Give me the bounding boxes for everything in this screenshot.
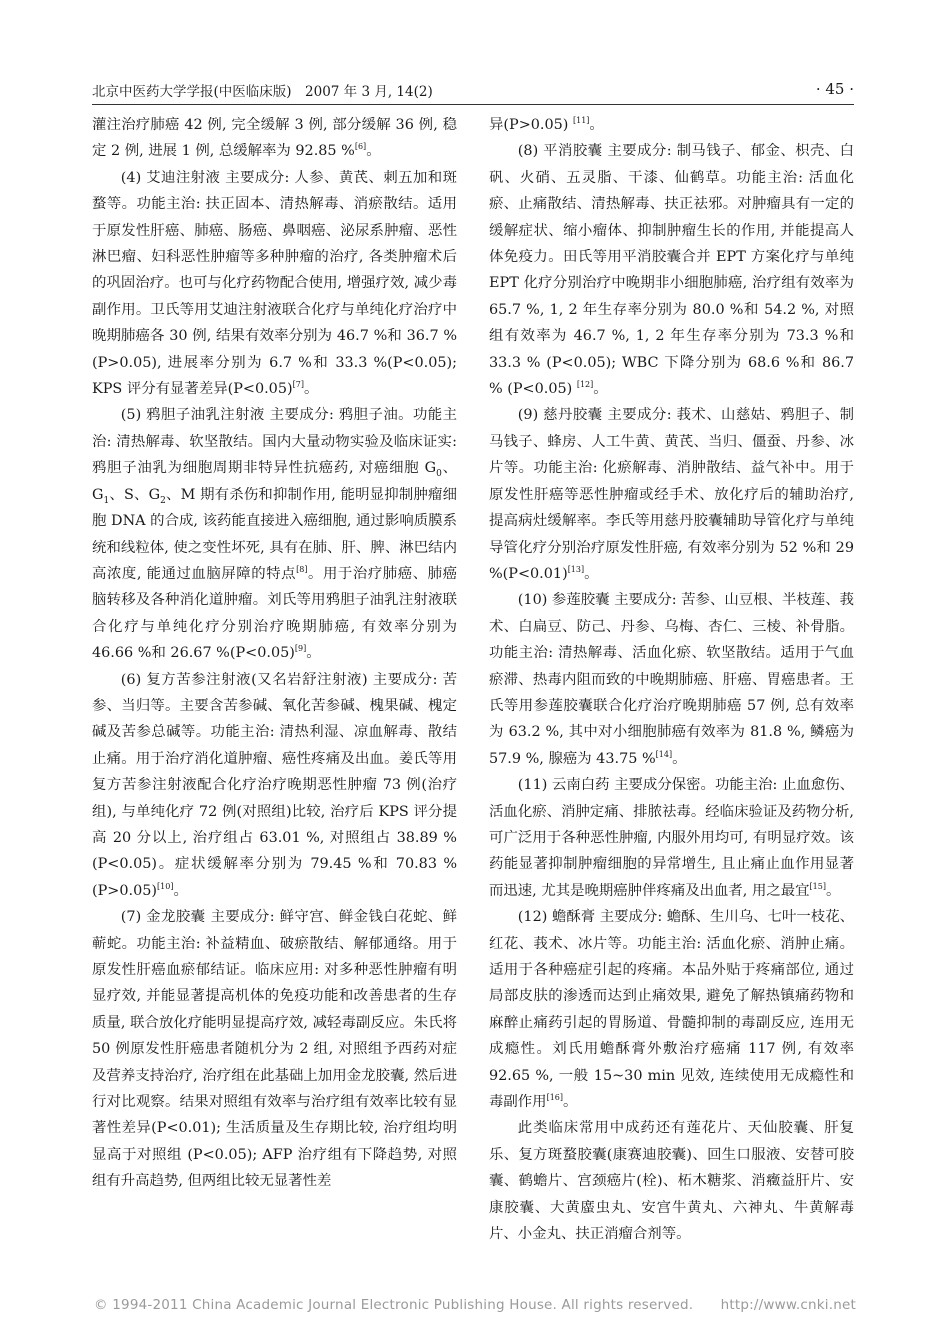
copyright-footer: © 1994-2011 China Academic Journal Electronic Publishing House. All rights reserved. http://www.cnki.net bbox=[94, 1297, 856, 1313]
paragraph-chansu-plaster: (12) 蟾酥膏 主要成分: 蟾酥、生川乌、七叶一枝花、红花、莪术、冰片等。功能主治: 活血化瘀、消肿止痛。适用于各种癌症引起的疼痛。本品外贴于疼痛部位, 通过局部皮肤的渗透而达到止痛效果, 避免了解热镇痛药物和麻醉止痛药引起的胃肠道、骨髓抑制的毒副反应, 连用无成瘾性。刘氏用蟾酥膏外敷治疗癌痛 117 例, 有效率 92.65 %, 一般 15~30 min 见效, 连续使用无成瘾性和毒副作用[16]。 bbox=[489, 909, 854, 1111]
paragraph-jinlong-capsule: (7) 金龙胶囊 主要成分: 鲜守宫、鲜金钱白花蛇、鲜蕲蛇。功能主治: 补益精血、破瘀散结、解郁通络。用于原发性肝癌血瘀郁结证。临床应用: 对多种恶性肿瘤有明显疗效, 并能显著提高机体的免疫功能和改善患者的生存质量, 联合放化疗能明显提高疗效, 减轻毒副反应。朱氏将 50 例原发性肝癌患者随机分为 2 组, 对照组予西药对症及营养支持治疗, 治疗组在此基础上加用金龙胶囊, 然后进行对比观察。结果对照组有效率与治疗组有效率比较有显著性差异(P<0.01); 生活质量及生存期比较, 治疗组均明显高于对照组 (P<0.05); AFP 治疗组有下降趋势, 对照组有升高趋势, 但两组比较无显著性差 bbox=[92, 909, 457, 1190]
paragraph-aidi-injection: (4) 艾迪注射液 主要成分: 人参、黄芪、刺五加和斑蝥等。功能主治: 扶正固本、清热解毒、消瘀散结。适用于原发性肝癌、肺癌、肠癌、鼻咽癌、泌尿系肿瘤、恶性淋巴瘤、妇科恶性肿瘤等多种肿瘤的治疗, 各类肿瘤术后的巩固治疗。也可与化疗药物配合使用, 增强疗效, 减少毒副作用。卫氏等用艾迪注射液联合化疗与单纯化疗治疗中晚期肺癌各 30 例, 结果有效率分别为 46.7 %和 36.7 %(P>0.05), 进展率分别为 6.7 %和 33.3 %(P<0.05); KPS 评分有显著差异(P<0.05)[7]。 bbox=[92, 169, 457, 398]
paragraph-pingxiao-capsule: (8) 平消胶囊 主要成分: 制马钱子、郁金、枳壳、白矾、火硝、五灵脂、干漆、仙鹤草。功能主治: 活血化瘀、止痛散结、清热解毒、扶正祛邪。对肿瘤具有一定的缓解症状、缩小瘤体、抑制肿瘤生长的作用, 并能提高人体免疫力。田氏等用平消胶囊合并 EPT 方案化疗与单纯 EPT 化疗分别治疗中晚期非小细胞肺癌, 治疗组有效率为 65.7 %, 1, 2 年生存率分别为 80.0 %和 54.2 %, 对照组有效率为 46.7 %, 1, 2 年生存率分别为 73.3 %和 33.3 % (P<0.05); WBC 下降分别为 68.6 %和 86.7 % (P<0.05) [12]。 bbox=[489, 143, 854, 398]
paragraph-other-medicines: 此类临床常用中成药还有莲花片、天仙胶囊、肝复乐、复方斑蝥胶囊(康赛迪胶囊)、回生口服液、安替可胶囊、鹤蟾片、宫颈癌片(栓)、柘木糖浆、消癥益肝片、安康胶囊、大黄䗪虫丸、安宫牛黄丸、六神丸、牛黄解毒片、小金丸、扶正消瘤合剂等。 bbox=[489, 1120, 854, 1243]
running-header bbox=[92, 80, 854, 105]
citation: [8] bbox=[296, 565, 308, 575]
citation: [15] bbox=[809, 881, 826, 891]
left-column bbox=[92, 112, 457, 1195]
page-number: · 45 · bbox=[815, 80, 854, 98]
paragraph-cidan-capsule: (9) 慈丹胶囊 主要成分: 莪术、山慈姑、鸦胆子、制马钱子、蜂房、人工牛黄、黄芪、当归、僵蚕、丹参、冰片等。功能主治: 化瘀解毒、消肿散结、益气补中。用于原发性肝癌等恶性肿瘤或经手术、放化疗后的辅助治疗, 提高病灶缓解率。李氏等用慈丹胶囊辅助导管化疗与单纯导管化疗分别治疗原发性肝癌, 有效率分别为 52 %和 29 %(P<0.01)[13]。 bbox=[489, 407, 854, 582]
citation: [11] bbox=[572, 116, 590, 126]
paragraph: 灌注治疗肺癌 42 例, 完全缓解 3 例, 部分缓解 36 例, 稳定 2 例, 进展 1 例, 总缓解率为 92.85 %[6]。 bbox=[92, 117, 457, 160]
citation: [10] bbox=[157, 881, 174, 891]
citation: [9] bbox=[294, 644, 307, 654]
paragraph-yunnan-baiyao: (11) 云南白药 主要成分保密。功能主治: 止血愈伤、活血化瘀、消肿定痛、排脓祛毒。经临床验证及药物分析, 可广泛用于各种恶性肿瘤, 内服外用均可, 有明显疗效。该药能显著抑制肿瘤细胞的异常增生, 且止痛止血作用显著而迅速, 尤其是晚期癌肿伴疼痛及出血者, 用之最宜[15]。 bbox=[489, 777, 854, 899]
paragraph-kushen-injection: (6) 复方苦参注射液(又名岩舒注射液) 主要成分: 苦参、当归等。主要含苦参碱、氧化苦参碱、槐果碱、槐定碱及苦参总碱等。功能主治: 清热利湿、凉血解毒、散结止痛。用于治疗消化道肿瘤、癌性疼痛及出血。姜氏等用复方苦参注射液配合化疗治疗晚期恶性肿瘤 73 例(治疗组), 与单纯化疗 72 例(对照组)比较, 治疗后 KPS 评分提高 20 分以上, 治疗组占 63.01 %, 对照组占 38.89 %(P<0.05)。症状缓解率分别为 79.45 %和 70.83 %(P>0.05)[10]。 bbox=[92, 671, 457, 899]
citation: [16] bbox=[546, 1093, 563, 1103]
paragraph-shenlian-capsule: (10) 参莲胶囊 主要成分: 苦参、山豆根、半枝莲、莪术、白扁豆、防己、丹参、乌梅、杏仁、三棱、补骨脂。功能主治: 清热解毒、活血化瘀、软坚散结。适用于气血瘀滞、热毒内阻而致的中晚期肺癌、肝癌、胃癌患者。王氏等用参莲胶囊联合化疗治疗晚期肺癌 57 例, 总有效率为 63.2 %, 其中对小细胞肺癌有效率为 81.8 %, 鳞癌为 57.9 %, 腺癌为 43.75 %[14]。 bbox=[489, 592, 854, 767]
citation: [12] bbox=[576, 380, 594, 390]
paragraph: 异(P>0.05) [11]。 bbox=[489, 116, 604, 133]
paragraph-yadanzi-emulsion: (5) 鸦胆子油乳注射液 主要成分: 鸦胆子油。功能主治: 清热解毒、软坚散结。国内大量动物实验及临床证实: 鸦胆子油乳为细胞周期非特异性抗癌药, 对癌细胞 $G_0$、$G_1$、S、$G_2$、M 期有杀伤和抑制作用, 能明显抑制肿瘤细胞 DNA 的合成, 该药能直接进入癌细胞, 通过影响质膜系统和线粒体, 使之变性坏死, 具有在肺、肝、脾、淋巴结内高浓度, 能通过血脑屏障的特点[8]。用于治疗肺癌、肺癌脑转移及各种消化道肿瘤。刘氏等用鸦胆子油乳注射液联合化疗与单纯化疗分别治疗晚期肺癌, 有效率分别为 46.66 %和 26.67 %(P<0.05)[9]。 bbox=[92, 407, 457, 662]
citation: [6] bbox=[354, 142, 367, 152]
citation: [14] bbox=[655, 749, 673, 759]
citation: [13] bbox=[567, 565, 585, 575]
citation: [7] bbox=[292, 380, 304, 390]
journal-info: 北京中医药大学学报(中医临床版) 2007 年 3 月, 14(2) bbox=[92, 84, 433, 100]
right-column bbox=[489, 112, 854, 1247]
